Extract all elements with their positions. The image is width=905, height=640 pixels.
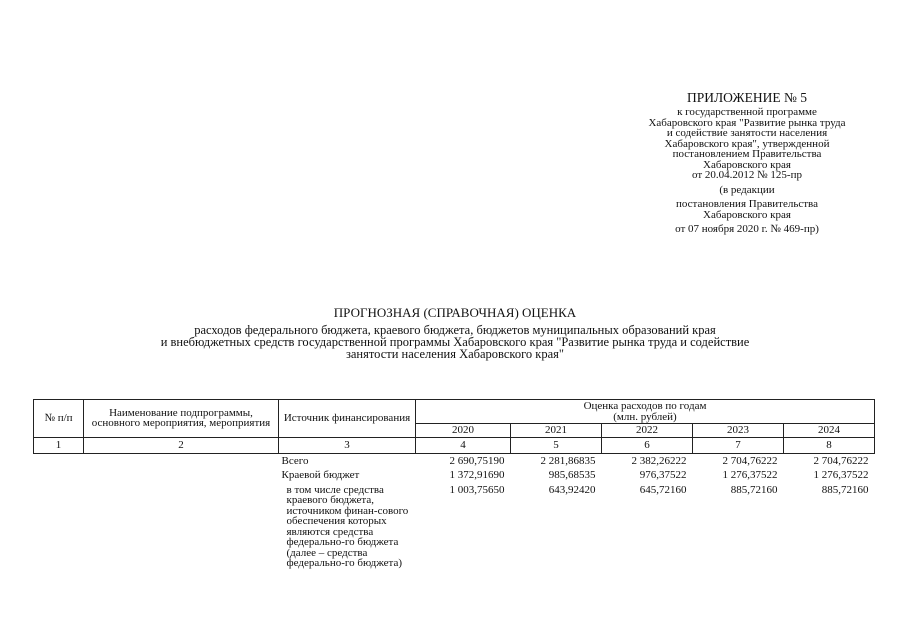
header-name: Наименование подпрограммы, основного мероприятия, мероприятия [84,400,279,438]
edition-line: (в редакции [719,183,775,196]
row-num [34,483,84,571]
row-num [34,453,84,468]
row-name [84,468,279,483]
row-source: Всего [281,454,309,467]
table-row [34,468,875,483]
row-value: 2 281,86835 [540,454,596,467]
column-number: 3 [279,437,416,453]
edition-line: от 07 ноября 2020 г. № 469-пр) [675,223,819,235]
header-year: 2023 [693,424,784,438]
appendix-line: от 20.04.2012 № 125-пр [692,169,802,181]
row-value: 645,72160 [639,483,687,496]
header-year: 2024 [784,424,875,438]
row-value: 2 704,76222 [722,454,778,467]
table-row [34,483,875,571]
appendix-line: постановлением Правительства [672,148,822,160]
edition-line: постановления Правительства [676,198,818,210]
column-number-row [34,437,875,453]
heading-subtitle-line: расходов федерального бюджета, краевого бюджета, бюджетов муниципальных образований края [194,323,716,337]
column-number: 7 [693,437,784,453]
column-number: 4 [416,437,511,453]
column-number: 8 [784,437,875,453]
row-value: 1 003,75650 [449,483,505,496]
row-value: 2 704,76222 [813,454,869,467]
heading-title: ПРОГНОЗНАЯ (СПРАВОЧНАЯ) ОЦЕНКА [333,305,577,320]
row-value: 885,72160 [821,483,869,496]
appendix-line: Хабаровского края "Развитие рынка труда [648,116,846,129]
row-value: 885,72160 [730,483,778,496]
appendix-line: и содействие занятости населения [666,127,828,139]
appendix-line: к государственной программе [677,106,817,118]
row-value: 643,92420 [548,483,596,496]
header-source: Источник финансирования [279,400,416,438]
row-source: в том числе средства краевого бюджета, источником финан-сового обеспечения которых являются средства федерально-го бюджета (далее – средства федерально-го бюджета) [286,483,409,569]
header-estimate [416,400,875,424]
appendix-block [612,90,882,235]
row-name [84,483,279,571]
column-number: 1 [34,437,84,453]
heading-subtitle-line: занятости населения Хабаровского края" [345,347,565,361]
heading-subtitle-line: и внебюджетных средств государственной программы Хабаровского края "Развитие рынка труда и содействие [160,335,750,349]
row-value: 2 690,75190 [449,454,505,467]
table-header-row [34,400,875,424]
row-value: 1 372,91690 [449,469,505,481]
column-number: 2 [84,437,279,453]
row-value: 2 382,26222 [631,454,687,467]
budget-estimate-table [33,399,875,571]
document-heading [60,305,850,360]
row-value: 976,37522 [639,469,687,481]
row-source: Краевой бюджет [281,469,360,481]
header-estimate-line2: (млн. рублей) [613,410,677,423]
appendix-line: Хабаровского края", утвержденной [664,137,830,150]
row-value: 1 276,37522 [722,469,778,481]
table-row [34,453,875,468]
row-value: 985,68535 [548,469,596,481]
header-year: 2020 [416,424,511,438]
column-number: 6 [602,437,693,453]
column-number: 5 [511,437,602,453]
row-name [84,453,279,468]
row-value: 1 276,37522 [813,469,869,481]
header-estimate-line1: Оценка расходов по годам [583,400,707,412]
header-num: № п/п [34,400,84,438]
edition-line: Хабаровского края [703,208,791,221]
row-num [34,468,84,483]
appendix-line: Хабаровского края [703,158,791,171]
header-year: 2021 [511,424,602,438]
appendix-title: ПРИЛОЖЕНИЕ № 5 [686,90,808,105]
header-year: 2022 [602,424,693,438]
